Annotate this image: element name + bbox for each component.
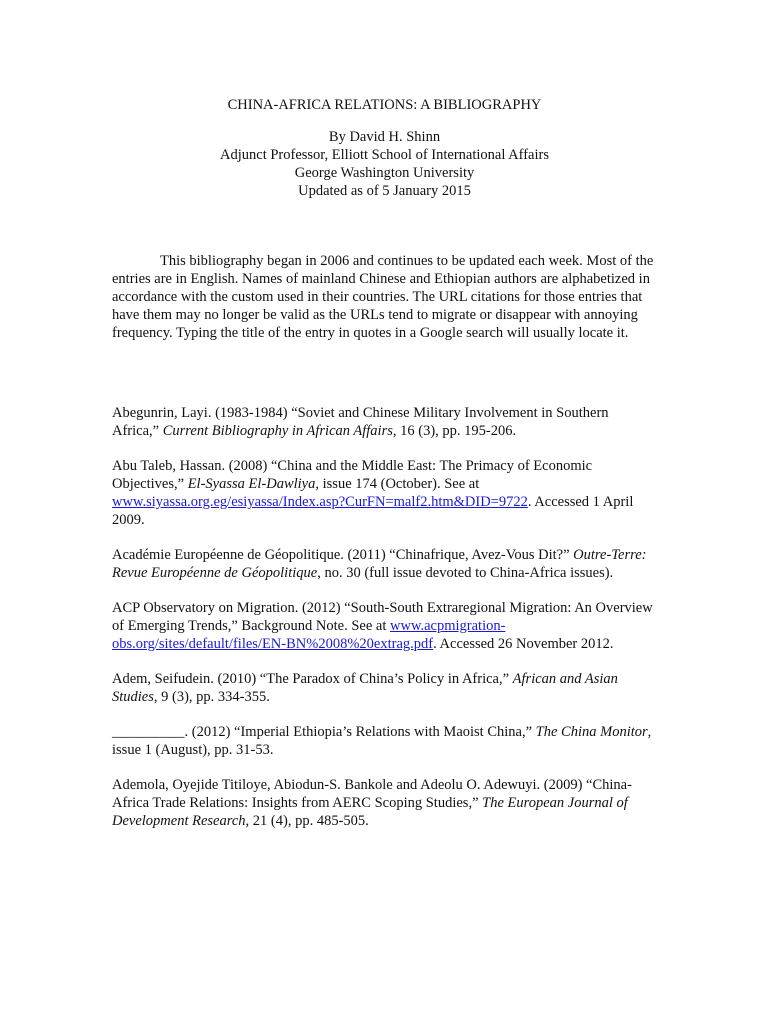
entry-journal: El-Syassa El-Dawliya <box>187 476 316 492</box>
entry-text: Académie Européenne de Géopolitique. (2011) “Chinafrique, Avez-Vous Dit?” <box>112 547 574 563</box>
entry-details: , 21 (4), pp. 485-505. <box>245 813 369 829</box>
entry-details: , issue 1 (August), pp. 31-53. <box>112 724 652 758</box>
entry-journal: Current Bibliography in African Affairs <box>162 423 393 439</box>
bibliography-entry <box>112 776 657 830</box>
author-byline: By David H. Shinn <box>328 129 441 145</box>
entry-journal: African and Asian Studies <box>112 671 618 705</box>
entry-text: Adem, Seifudein. (2010) “The Paradox of China’s Policy in Africa,” <box>112 671 513 687</box>
entry-details: , issue 174 (October). See at <box>315 476 480 492</box>
entry-details: no. 30 (full issue devoted to China-Africa issues). <box>320 565 614 581</box>
entry-journal: Outre-Terre: Revue Européenne de Géopolitique, <box>112 547 647 581</box>
entry-text: __________. (2012) “Imperial Ethiopia’s Relations with Maoist China,” <box>112 724 536 740</box>
entry-details: , 16 (3), pp. 195-206. <box>392 423 517 439</box>
bibliography-entry <box>112 457 657 529</box>
entry-text: ACP Observatory on Migration. (2012) “South-South Extraregional Migration: An Overview of Emerging Trends,” Background Note. See at <box>112 600 653 634</box>
bibliography-entry <box>112 599 657 653</box>
entry-url-link[interactable]: www.acpmigration-obs.org/sites/default/files/EN-BN%2008%20extrag.pdf <box>112 618 506 652</box>
update-date: Updated as of 5 January 2015 <box>298 183 471 199</box>
entry-accessed: . Accessed 26 November 2012. <box>433 636 614 652</box>
document-title: CHINA-AFRICA RELATIONS: A BIBLIOGRAPHY <box>227 97 542 113</box>
entry-text: Ademola, Oyejide Titiloye, Abiodun-S. Bankole and Adeolu O. Adewuyi. (2009) “China-Africa Trade Relations: Insights from AERC Scoping Studies,” <box>112 777 632 811</box>
entry-url-link[interactable]: www.siyassa.org.eg/esiyassa/Index.asp?CurFN=malf2.htm&DID=9722 <box>112 494 528 510</box>
bibliography-entry <box>112 546 657 582</box>
bibliography-entry <box>112 723 657 759</box>
author-position: Adjunct Professor, Elliott School of International Affairs <box>220 147 549 163</box>
document-body <box>112 96 657 847</box>
entry-accessed: . Accessed 1 April 2009. <box>112 494 634 528</box>
entry-text: Abegunrin, Layi. (1983-1984) “Soviet and Chinese Military Involvement in Southern Africa,” <box>112 405 609 439</box>
bibliography-entry <box>112 670 657 706</box>
entry-journal: The European Journal of Development Research <box>112 795 628 829</box>
document-header <box>112 96 657 200</box>
entry-details: , 9 (3), pp. 334-355. <box>153 689 270 705</box>
entry-text: Abu Taleb, Hassan. (2008) “China and the Middle East: The Primacy of Economic Objectives,” <box>112 458 593 492</box>
bibliography-entry <box>112 404 657 440</box>
entry-journal: The China Monitor <box>535 724 648 740</box>
author-block <box>112 128 657 200</box>
author-university: George Washington University <box>294 165 475 181</box>
intro-paragraph: This bibliography began in 2006 and continues to be updated each week. Most of the entries are in English. Names of mainland Chinese and Ethiopian authors are alphabetized in accordance with the custom used in their countries. The URL citations for those entries that have them may no longer be valid as the URLs tend to migrate or disappear with annoying frequency. Typing the title of the entry in quotes in a Google search will usually locate it. <box>112 253 654 341</box>
bibliography-list <box>112 404 657 830</box>
